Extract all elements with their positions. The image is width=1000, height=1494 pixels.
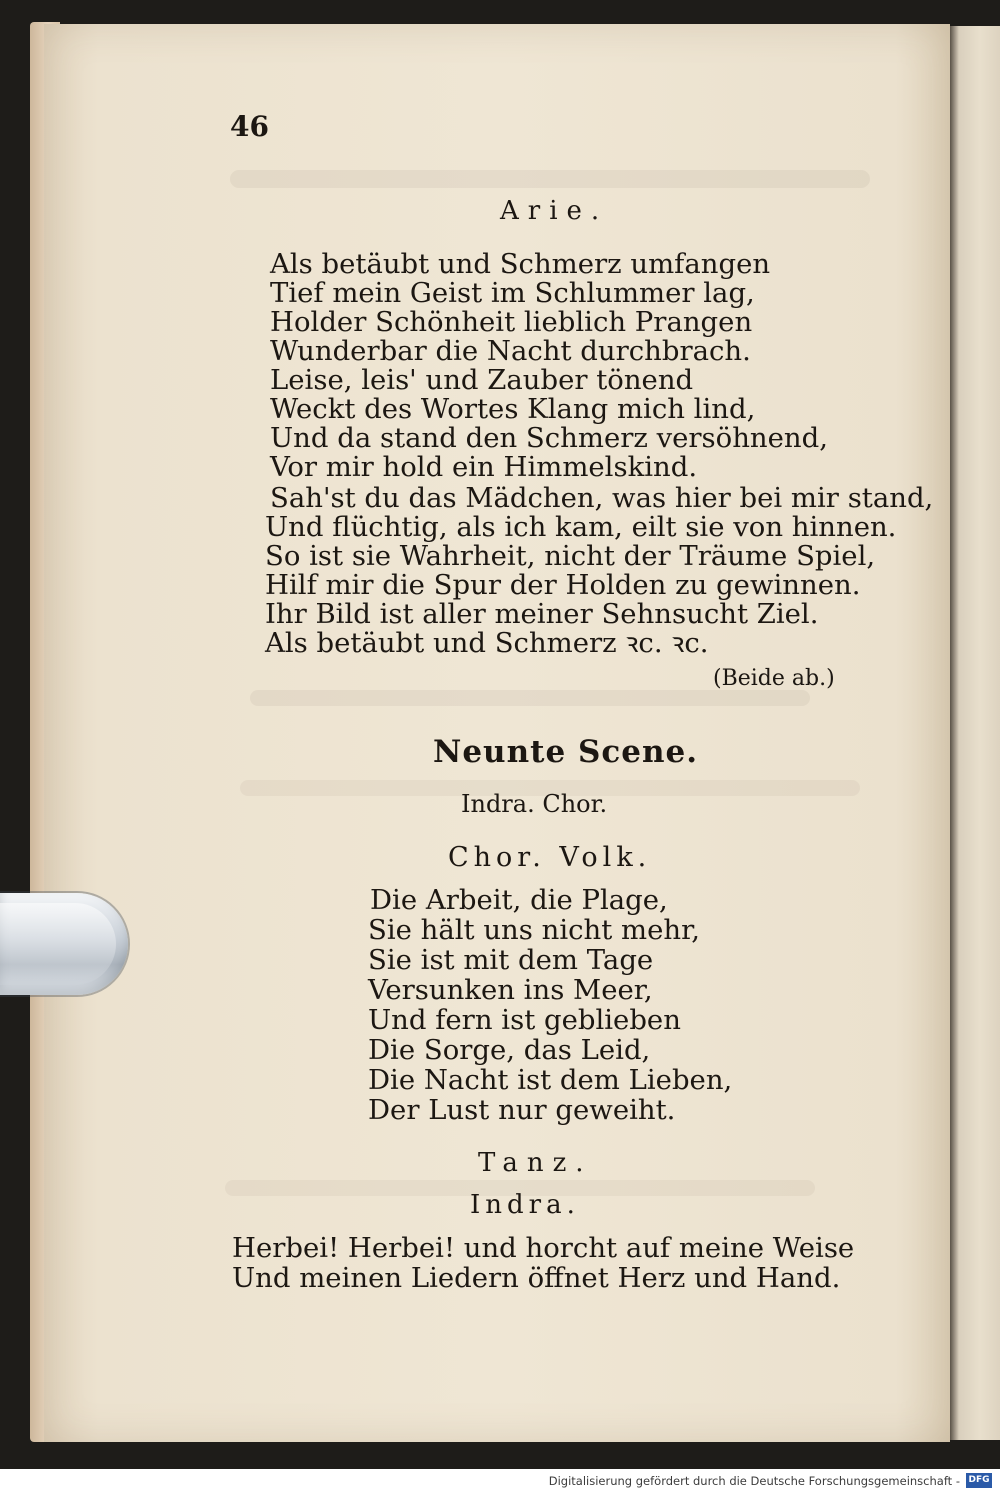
verse-line: Vor mir hold ein Himmelskind.	[270, 451, 698, 483]
chorus-heading: Chor. Volk.	[448, 842, 652, 873]
scene-title: Neunte Scene.	[433, 734, 699, 770]
verse-line: Herbei! Herbei! und horcht auf meine Weise	[232, 1232, 855, 1264]
verse-line: Die Arbeit, die Plage,	[370, 884, 668, 916]
funding-credit: Digitalisierung gefördert durch die Deutsche Forschungsgemeinschaft -	[548, 1474, 960, 1488]
verse-line: Holder Schönheit lieblich Prangen	[270, 306, 753, 338]
verse-line: Hilf mir die Spur der Holden zu gewinnen.	[265, 569, 861, 601]
verse-line: Und da stand den Schmerz versöhnend,	[270, 422, 828, 454]
verse-line: Als betäubt und Schmerz ꝛc. ꝛc.	[265, 627, 709, 659]
verse-line: Als betäubt und Schmerz umfangen	[270, 248, 771, 280]
dance-heading: Tanz.	[478, 1148, 593, 1178]
page-number: 46	[230, 110, 269, 143]
scene-cast: Indra. Chor.	[461, 790, 608, 818]
verse-line: Die Nacht ist dem Lieben,	[368, 1064, 733, 1096]
stage-direction: (Beide ab.)	[713, 666, 835, 691]
book-clip-highlight	[0, 903, 116, 985]
dfg-logo-icon: DFG	[966, 1473, 992, 1488]
verse-line: Und flüchtig, als ich kam, eilt sie von hinnen.	[265, 511, 897, 543]
footer-bar	[0, 1469, 1000, 1494]
verse-line: Der Lust nur geweiht.	[368, 1094, 676, 1126]
verse-line: Und meinen Liedern öffnet Herz und Hand.	[232, 1262, 841, 1294]
verse-line: Und fern ist geblieben	[368, 1004, 681, 1036]
book-page	[44, 24, 950, 1442]
verse-line: Weckt des Wortes Klang mich lind,	[270, 393, 756, 425]
verse-line: So ist sie Wahrheit, nicht der Träume Spiel,	[265, 540, 876, 572]
bleed-through-shadow	[250, 690, 810, 706]
verse-line: Sah'st du das Mädchen, was hier bei mir stand,	[270, 482, 934, 514]
bleed-through-shadow	[230, 170, 870, 188]
verse-line: Leise, leis' und Zauber tönend	[270, 364, 694, 396]
verse-line: Ihr Bild ist aller meiner Sehnsucht Ziel.	[265, 598, 819, 630]
verse-line: Sie hält uns nicht mehr,	[368, 914, 700, 946]
facing-page-edge	[950, 26, 1000, 1440]
verse-line: Versunken ins Meer,	[368, 974, 653, 1006]
speaker-heading: Indra.	[470, 1190, 580, 1220]
verse-line: Wunderbar die Nacht durchbrach.	[270, 335, 751, 367]
aria-heading: Arie.	[500, 196, 609, 226]
verse-line: Die Sorge, das Leid,	[368, 1034, 651, 1066]
verse-line: Tief mein Geist im Schlummer lag,	[270, 277, 755, 309]
verse-line: Sie ist mit dem Tage	[368, 944, 654, 976]
